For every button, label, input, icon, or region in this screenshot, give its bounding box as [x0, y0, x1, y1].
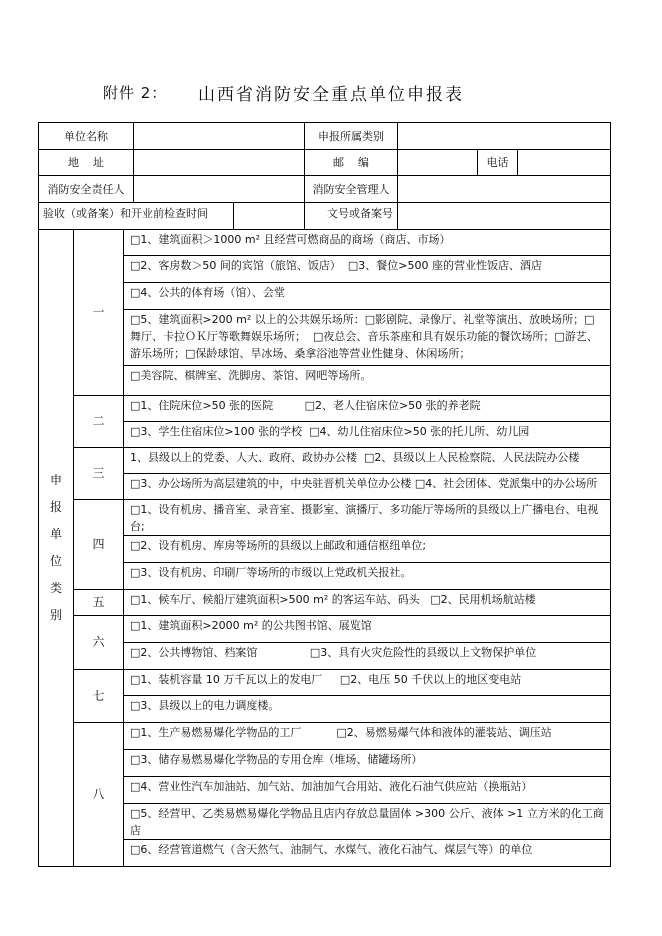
checkbox-item[interactable]: □3、设有机房、印刷厂等场所的市级以上党政机关报社。	[124, 563, 611, 590]
group-label: 四	[74, 500, 124, 590]
inspect-time-field[interactable]	[234, 203, 305, 230]
checkbox-item[interactable]: □2、设有机房、库房等场所的县级以上邮政和通信枢纽单位;	[124, 536, 611, 563]
phone-field[interactable]	[518, 150, 611, 176]
group-label: 五	[74, 590, 124, 616]
group-label: 一	[74, 230, 124, 396]
checkbox-item[interactable]: □2、客房数＞50 间的宾馆（旅馆、饭店） □3、餐位>500 座的营业性饭店、酒店	[124, 256, 611, 283]
checkbox-item[interactable]: □1、设有机房、播音室、录音室、摄影室、演播厅、多功能厅等场所的县级以上广播电台、电视台;	[124, 500, 611, 536]
checkbox-item[interactable]: □2、公共博物馆、档案馆 □3、具有火灾危险性的县级以上文物保护单位	[124, 643, 611, 670]
side-label-char: 类	[49, 581, 62, 595]
side-label-char: 位	[49, 554, 62, 568]
side-label-char: 单	[49, 527, 62, 541]
checkbox-item[interactable]: □3、学生住宿床位>100 张的学校 □4、幼儿住宿床位>50 张的托儿所、幼儿园	[124, 422, 611, 448]
group-label: 二	[74, 396, 124, 448]
checkbox-item[interactable]: □1、候车厅、候船厅建筑面积>500 m² 的客运车站、码头 □2、民用机场航站楼	[124, 590, 611, 616]
checkbox-item[interactable]: □6、经营管道燃气（含天然气、油制气、水煤气、液化石油气、煤层气等）的单位	[124, 840, 611, 867]
doc-no-label: 文号或备案号	[305, 203, 398, 230]
group-label: 七	[74, 670, 124, 723]
inspect-time-label: 验收（或备案）和开业前检查时间	[39, 203, 234, 230]
phone-label: 电话	[478, 150, 518, 176]
doc-no-field[interactable]	[398, 203, 611, 230]
unit-name-label: 单位名称	[39, 123, 134, 150]
side-label-char: 报	[49, 500, 62, 514]
checkbox-item[interactable]: □5、经营甲、乙类易燃易爆化学物品且店内存放总量固体 >300 公斤、液体 >1 立方米的化工商店	[124, 804, 611, 840]
checkbox-item[interactable]: □美容院、棋牌室、洗脚房、茶馆、网吧等场所。	[124, 366, 611, 396]
side-label	[39, 230, 74, 867]
checkbox-item[interactable]: □4、公共的体育场（馆）、会堂	[124, 283, 611, 310]
address-label: 地 址	[39, 150, 134, 176]
checkbox-item[interactable]: □3、办公场所为高层建筑的中，中央驻晋机关单位办公楼 □4、社会团体、党派集中的办公场所	[124, 474, 611, 500]
category-table	[38, 229, 611, 867]
manager-field[interactable]	[398, 176, 611, 203]
checkbox-item[interactable]: □1、生产易燃易爆化学物品的工厂 □2、易燃易爆气体和液体的灌装站、调压站	[124, 723, 611, 750]
page-title: 山西省消防安全重点单位申报表	[198, 85, 464, 105]
side-label-char: 别	[49, 608, 62, 622]
unit-name-field[interactable]	[134, 123, 305, 150]
checkbox-item[interactable]: □1、建筑面积＞1000 m² 且经营可燃商品的商场（商店、市场）	[124, 230, 611, 256]
checkbox-item[interactable]: □1、装机容量 10 万千瓦以上的发电厂 □2、电压 50 千伏以上的地区变电站	[124, 670, 611, 696]
manager-label: 消防安全管理人	[305, 176, 398, 203]
checkbox-item[interactable]: □3、县级以上的电力调度楼。	[124, 696, 611, 723]
responsible-field[interactable]	[134, 176, 305, 203]
group-label: 六	[74, 616, 124, 670]
postcode-field[interactable]	[398, 150, 478, 176]
responsible-label: 消防安全责任人	[39, 176, 134, 203]
group-label: 八	[74, 723, 124, 867]
side-label-char: 申	[49, 473, 62, 487]
attachment-label: 附件 2：	[103, 84, 168, 102]
checkbox-item[interactable]: □3、储存易燃易爆化学物品的专用仓库（堆场、储罐场所）	[124, 750, 611, 777]
checkbox-item[interactable]: □5、建筑面积>200 m² 以上的公共娱乐场所：□影剧院、录像厅、礼堂等演出、放映场所；□舞厅、卡拉ＯＫ厅等歌舞娱乐场所； □夜总会、音乐茶座和具有娱乐功能的餐饮场所；□游艺、游乐场所；□保龄球馆、旱冰场、桑拿浴池等营业性健身、休闲场所；	[124, 310, 611, 366]
header-table	[38, 122, 611, 230]
postcode-label: 邮 编	[305, 150, 398, 176]
title-row	[0, 78, 662, 108]
checkbox-item[interactable]: □1、住院床位>50 张的医院 □2、老人住宿床位>50 张的养老院	[124, 396, 611, 422]
checkbox-item[interactable]: □1、建筑面积>2000 m² 的公共图书馆、展览馆	[124, 616, 611, 643]
checkbox-item[interactable]: 1、县级以上的党委、人大、政府、政协办公楼 □2、县级以上人民检察院、人民法院办公楼	[124, 448, 611, 474]
checkbox-item[interactable]: □4、营业性汽车加油站、加气站、加油加气合用站、液化石油气供应站（换瓶站）	[124, 777, 611, 804]
address-field[interactable]	[134, 150, 305, 176]
category-field[interactable]	[398, 123, 611, 150]
group-label: 三	[74, 448, 124, 500]
category-label: 申报所属类别	[305, 123, 398, 150]
